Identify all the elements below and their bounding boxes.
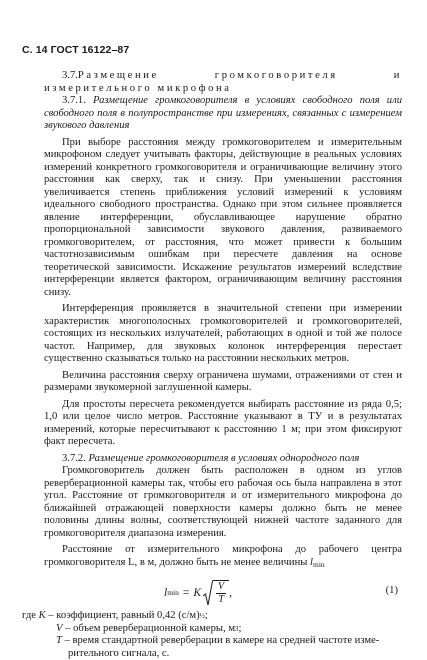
paragraph-interference: Интерференция проявляется в значительной степени при измерении характеристик многополосных громкоговорителей и громкоговорителей, состоящих из нескольких излучателей, работающих в одной и той же полосе частот. Например, для звуковых колонок интерференция перестает существенно сказываться только на расстоянии нескольких метров. (44, 303, 402, 366)
section-3-7-heading (44, 70, 402, 95)
section-3-7-2-number: 3.7.2. (62, 453, 86, 464)
square-root-sign (203, 580, 229, 606)
formula-coefficient: K (193, 587, 201, 600)
definition-k-symbol: K (39, 610, 46, 623)
radical-icon (203, 580, 213, 606)
section-3-7-title: Размещение громкоговорителя и измерительного микрофона (44, 70, 402, 94)
microphone-distance-text: Расстояние от измерительного микрофона до рабочего центра громкоговорителя L, в м, должно быть не менее величины (44, 544, 402, 568)
definition-t (44, 635, 402, 648)
definition-t-text-1: – время стандартной реверберации в камере на средней частоте изме- (65, 635, 380, 648)
lmin-symbol: l (310, 557, 313, 568)
definition-k-text: – коэффициент, равный 0,42 (с/м) (48, 610, 199, 623)
section-3-7-1-title: Размещение громкоговорителя в условиях свободного поля или свободного поля в полупространстве при измерениях, связанных с измерением звукового давления (44, 95, 402, 131)
definition-t-symbol: T (56, 635, 62, 648)
section-3-7-1-heading (44, 95, 402, 133)
formula-numerator: V (216, 582, 226, 594)
paragraph-distance-selection: При выборе расстояния между громкоговорителем и измерительным микрофоном следует учитывать факторы, действующие в реальных условиях измерений конкретного громкоговорителя и ограничивающие величину этого расстояния как сверху, так и снизу. При уменьшении расстояния увеличивается степень приближения условий измерений к условиям идеального свободного пространства. Однако при этом сильнее проявляется явление интерференции, обуславливающее нарушение обратно пропорциональной зависимости звукового давления, развиваемого громкоговорителем, от расстояния, что может привести к большим частотнозависимым ошибкам при пересчете давления на основе теоретической зависимости. Искажение результатов измерений вследствие интерференции является фактором, ограничивающим величину расстояния снизу. (44, 137, 402, 300)
paragraph-microphone-distance (44, 544, 402, 571)
variable-definitions (44, 610, 402, 660)
definition-where: где (22, 610, 36, 623)
lmin-subscript: min (313, 560, 325, 569)
formula-equals: = (183, 587, 190, 600)
section-3-7-1-number: 3.7.1. (62, 95, 86, 106)
definition-k-exponent: ½ (200, 610, 205, 623)
formula-denominator: T (218, 594, 224, 605)
paragraph-reverberation-placement: Громкоговоритель должен быть расположен в одном из углов реверберационной камеры так, чтобы его рабочая ось была направлена в этот угол. Расстояние от громкоговорителя и от измерительного микрофона до ближайшей отражающей поверхности камеры должно быть не менее половины длины волны, соответствующей нижней частоте заданного для громкоговорителя диапазона измерения. (44, 465, 402, 540)
page-content (44, 70, 402, 660)
formula-1 (44, 576, 402, 606)
definition-t-continued (44, 648, 402, 660)
section-3-7-number: 3.7. (62, 70, 78, 81)
definition-v-symbol: V (56, 623, 62, 636)
paragraph-upper-limit: Величина расстояния сверху ограничена шумами, отражениями от стен и размерами звукомерной заглушенной камеры. (44, 370, 402, 395)
definition-k: где K – коэффициент, равный 0,42 (с/м) ½ ; (44, 610, 402, 623)
formula-expression: l min = K $\frac{V}{T}$ , (164, 580, 232, 606)
definition-v-text: – объем реверберационной камеры, м (65, 623, 235, 636)
definition-v-exponent: 3 (235, 623, 239, 636)
definition-v: V – объем реверберационной камеры, м 3 ; (44, 623, 402, 636)
page-header: С. 14 ГОСТ 16122–87 (22, 44, 129, 56)
section-3-7-2-heading (44, 453, 402, 466)
formula-lhs-subscript: min (167, 587, 179, 600)
section-3-7-2-title: Размещение громкоговорителя в условиях однородного поля (89, 453, 360, 464)
definition-t-text-2: рительного сигнала, с. (68, 648, 169, 660)
formula-fraction (213, 580, 229, 606)
formula-lhs: l (164, 587, 167, 600)
formula-number: (1) (386, 585, 398, 598)
paragraph-recommended-distance: Для простоты пересчета рекомендуется выбирать расстояние из ряда 0,5; 1,0 или целое число метров. Расстояние указывают в ТУ и в результатах измерений, которые пересчитывают к расстоянию 1 м; при этом фиксируют факт пересчета. (44, 399, 402, 449)
